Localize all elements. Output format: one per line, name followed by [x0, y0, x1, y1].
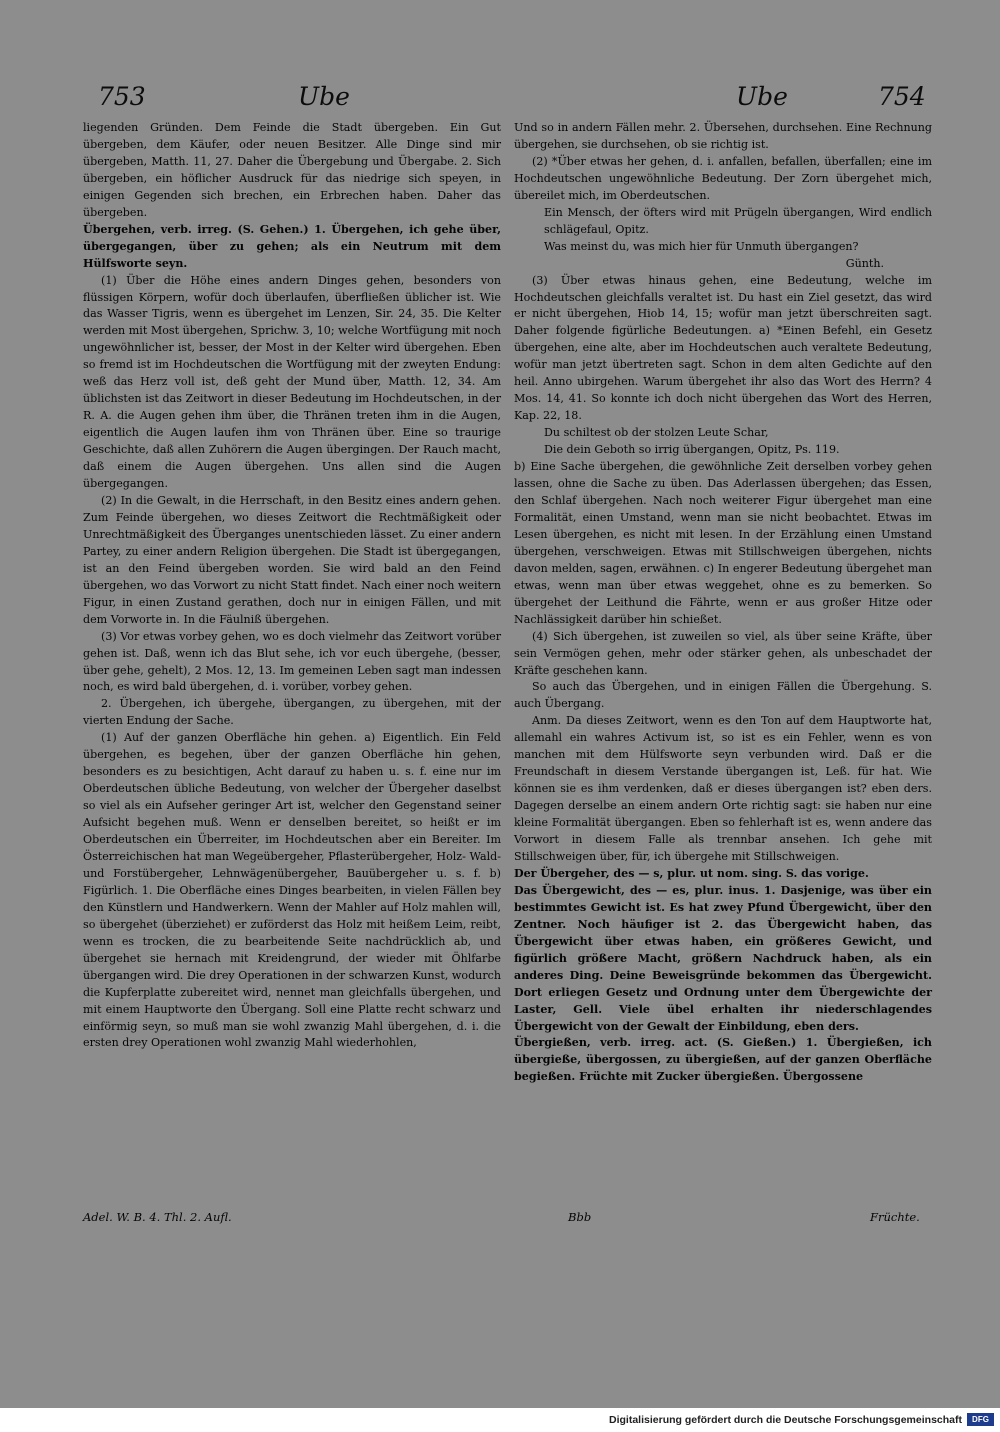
left-column-paragraph: (1) Auf der ganzen Oberfläche hin gehen. a) Eigentlich. Ein Feld übergehen, es begehen, über der ganzen Oberfläche hin gehen, besonders es zu besichtigen, Acht darauf zu haben u. s. f. eine nur im Oberdeutschen übliche Bedeutung, von welcher der Übergeher daselbst so viel als ein Aufseher geringer Art ist, welcher den Gegenstand seiner Aufsicht begehen muß. Wenn er denselben bereitet, so heißt er im Oberdeutschen ein Überreiter, im Hochdeutschen aber ein Bereiter. Im Österreichischen hat man Wegeübergeher, Pflasterübergeher, Holz- Wald- und Forstübergeher, Lehnwägenübergeher, Bauübergeher u. s. f. b) Figürlich. 1. Die Oberfläche eines Dinges bearbeiten, in vielen Fällen bey den Künstlern und Handwerkern. Wenn der Mahler auf Holz mahlen will, so übergehet (überziehet) er zuförderst das Holz mit heißem Leim, reibt, wenn es trocken, die zu bearbeitende Seite nachdrücklich ab, und übergehet sie hernach mit Kreidengrund, der wieder mit Öhlfarbe übergangen wird. Die drey Operationen in der schwarzen Kunst, wodurch die Kupferplatte zubereitet wird, nennet man gleichfalls übergehen, und mit einem Hauptworte den Übergang. Soll eine Platte recht schwarz und einförmig seyn, so muß man sie wohl zwanzig Mahl übergehen, d. i. die ersten drey Operationen wohl zwanzig Mahl wiederhohlen, [83, 731, 501, 1050]
left-column-paragraph: 2. Übergehen, ich übergehe, übergangen, zu übergehen, mit der vierten Endung der Sache. [83, 697, 501, 728]
right-column-paragraph: Das Übergewicht, des — es, plur. inus. 1. Dasjenige, was über ein bestimmtes Gewicht ist. Es hat zwey Pfund Übergewicht, über den Zentner. Noch häufiger ist 2. das Übergewicht haben, das Übergewicht über etwas haben, ein größeres Gewicht, und figürlich größere Macht, größern Nachdruck haben, als ein anderes Ding. Deine Beweisgründe bekommen das Übergewicht. Dort erliegen Gesetz und Ordnung unter dem Übergewichte der Laster, Gell. Viele übel erhalten ihr niederschlagendes Übergewicht von der Gewalt der Einbildung, eben ders. [514, 883, 932, 1033]
right-running-head: Ube [736, 82, 788, 111]
right-column-paragraph: Was meinst du, was mich hier für Unmuth übergangen? [544, 239, 859, 253]
left-running-head: Ube [298, 82, 350, 111]
right-column-paragraph: So auch das Übergehen, und in einigen Fällen die Übergehung. S. auch Übergang. [514, 680, 932, 711]
left-column-paragraph: liegenden Gründen. Dem Feinde die Stadt übergeben. Ein Gut übergeben, dem Käufer, oder neuen Besitzer. Alle Dinge sind mir übergeben, Matth. 11, 27. Daher die Übergebung und Übergabe. 2. Sich übergeben, ein höflicher Ausdruck für das niedrige sich speyen, in einigen Gegenden sich brechen, ein Erbrechen haben. Daher das übergeben. [83, 121, 501, 219]
right-page-number: 754 [878, 82, 926, 111]
left-footer: Adel. W. B. 4. Thl. 2. Aufl. [83, 1210, 232, 1224]
signature-mark: Bbb [568, 1210, 592, 1224]
right-column-paragraph: (4) Sich übergehen, ist zuweilen so viel, als über seine Kräfte, über sein Vermögen gehen, mehr oder stärker gehen, als unbeschadet der Kräfte geschehen kann. [514, 629, 932, 677]
right-column-paragraph: Ein Mensch, der öfters wird mit Prügeln übergangen, Wird endlich schlägefaul, Opitz. [544, 205, 932, 236]
catchword: Früchte. [870, 1210, 920, 1224]
dfg-logo: DFG [967, 1413, 994, 1426]
right-column-paragraph: Der Übergeher, des — s, plur. ut nom. sing. S. das vorige. [514, 866, 869, 880]
right-column-paragraph: Günth. [845, 256, 884, 270]
left-column-paragraph: (3) Vor etwas vorbey gehen, wo es doch vielmehr das Zeitwort vorüber gehen ist. Daß, wenn ich das Blut sehe, ich vor euch übergehe, (besser, über gehe, gehelt), 2 Mos. 12, 13. Im gemeinen Leben sagt man indessen noch, es wird bald übergehen, d. i. vorüber, vorbey gehen. [83, 629, 501, 694]
funding-credit: Digitalisierung gefördert durch die Deutsche Forschungsgemeinschaft [609, 1414, 962, 1426]
right-column-paragraph: b) Eine Sache übergehen, die gewöhnliche Zeit derselben vorbey gehen lassen, ohne die Sache zu üben. Das Aderlassen übergehen; das Essen, den Schlaf übergehen. Nach noch weiterer Figur übergehet man eine Formalität, einen Umstand, wenn man sie nicht beobachtet. Etwas im Lesen übergehen, es nicht mit lesen. In der Erzählung einen Umstand übergehen, verschweigen. Etwas mit Stillschweigen übergehen, nichts davon melden, sagen, erwähnen. c) In engerer Bedeutung übergehet man etwas, wenn man über etwas weggehet, ohne es zu bemerken. So übergehet der Leithund die Fährte, wenn er aus großer Hitze oder Nachlässigkeit darüber hin schießet. [514, 460, 932, 626]
right-column-paragraph: Die dein Geboth so irrig übergangen, Opitz, Ps. 119. [544, 443, 840, 457]
right-column-paragraph: (3) Über etwas hinaus gehen, eine Bedeutung, welche im Hochdeutschen gleichfalls veraltet ist. Du hast ein Ziel gesetzt, das wird er nicht übergehen, Hiob 14, 15; wofür man jetzt überschreiten sagt. Daher folgende figürliche Bedeutungen. a) *Einen Befehl, ein Gesetz übergehen, eine alte, aber im Hochdeutschen auch veraltete Bedeutung, wofür man jetzt übertreten sagt. Schon in dem alten Gedichte auf den heil. Anno ubirgehen. Warum übergehet ihr also das Wort des Herrn? 4 Mos. 14, 41. So konnte ich doch nicht übergehen das Wort des Herren, Kap. 22, 18. [514, 273, 932, 423]
left-page-number: 753 [98, 82, 146, 111]
right-column-paragraph: Anm. Da dieses Zeitwort, wenn es den Ton auf dem Hauptworte hat, allemahl ein wahres Activum ist, so ist es ein Fehler, wenn es von manchen mit dem Hülfsworte seyn verbunden wird. Daß er die Freundschaft in diesem Verstande übergangen ist, Leß. für hat. Wie können sie es ihm verdenken, daß er dieses übergangen ist? eben ders. Dagegen derselbe an einem andern Orte richtig sagt: sie haben nur eine kleine Formalität übergangen. Eben so fehlerhaft ist es, wenn andere das Vorwort in diesem Falle als trennbar ansehen. Ich gehe mit Stillschweigen über, für, ich übergehe mit Stillschweigen. [514, 714, 932, 863]
right-column-paragraph: Du schiltest ob der stolzen Leute Schar, [544, 426, 769, 440]
right-column-paragraph: (2) *Über etwas her gehen, d. i. anfallen, befallen, überfallen; eine im Hochdeutschen ungewöhnliche Bedeutung. Der Zorn übergehet mich, übereilet mich, im Oberdeutschen. [514, 154, 932, 202]
left-column-paragraph: (1) Über die Höhe eines andern Dinges gehen, besonders von flüssigen Körpern, wofür doch überlaufen, überfließen üblicher ist. Wie das Wasser Tigris, wenn es übergehet im Lenzen, Sir. 24, 35. Die Kelter werden mit Most übergehen, Sprichw. 3, 10; welche Wortfügung mit noch ungewöhnlicher ist, besser, der Most in der Kelter wird übergehen. Eben so fremd ist im Hochdeutschen die Wortfügung mit der zweyten Endung: weß das Herz voll ist, deß geht der Mund über, Matth. 12, 34. Am üblichsten ist das Zeitwort in dieser Bedeutung im Hochdeutschen, in der R. A. die Augen gehen ihm über, die Thränen treten ihm in die Augen, eigentlich die Augen laufen ihm von Thränen über. Eine so traurige Geschichte, daß allen Zuhörern die Augen übergingen. Der Rauch macht, daß einem die Augen übergehen. Uns allen sind die Augen übergegangen. [83, 273, 501, 491]
left-column-paragraph: Übergehen, verb. irreg. (S. Gehen.) 1. Übergehen, ich gehe über, übergegangen, über zu gehen; als ein Neutrum mit dem Hülfsworte seyn. [83, 222, 501, 270]
right-column [514, 120, 932, 1086]
right-column-paragraph: Und so in andern Fällen mehr. 2. Übersehen, durchsehen. Eine Rechnung übergehen, sie durchsehen, ob sie richtig ist. [514, 121, 932, 151]
left-column-paragraph: (2) In die Gewalt, in die Herrschaft, in den Besitz eines andern gehen. Zum Feinde übergehen, wo dieses Zeitwort die Rechtmäßigkeit oder Unrechtmäßigkeit des Überganges unentschieden lässet. Zu einer andern Partey, zu einer andern Religion übergehen. Die Stadt ist übergegangen, ist an den Feind übergeben worden. Sie wird bald an den Feind übergehen, wo das Vorwort zu nicht Statt findet. Nach einer noch weitern Figur, in einen Zustand gerathen, doch nur in einigen Fällen, und mit dem Vorworte in. In die Fäulniß übergehen. [83, 493, 501, 626]
right-column-paragraph: Übergießen, verb. irreg. act. (S. Gießen.) 1. Übergießen, ich übergieße, übergossen, zu übergießen, auf der ganzen Oberfläche begießen. Früchte mit Zucker übergießen. Übergossene [514, 1036, 932, 1084]
left-column [83, 120, 501, 1052]
